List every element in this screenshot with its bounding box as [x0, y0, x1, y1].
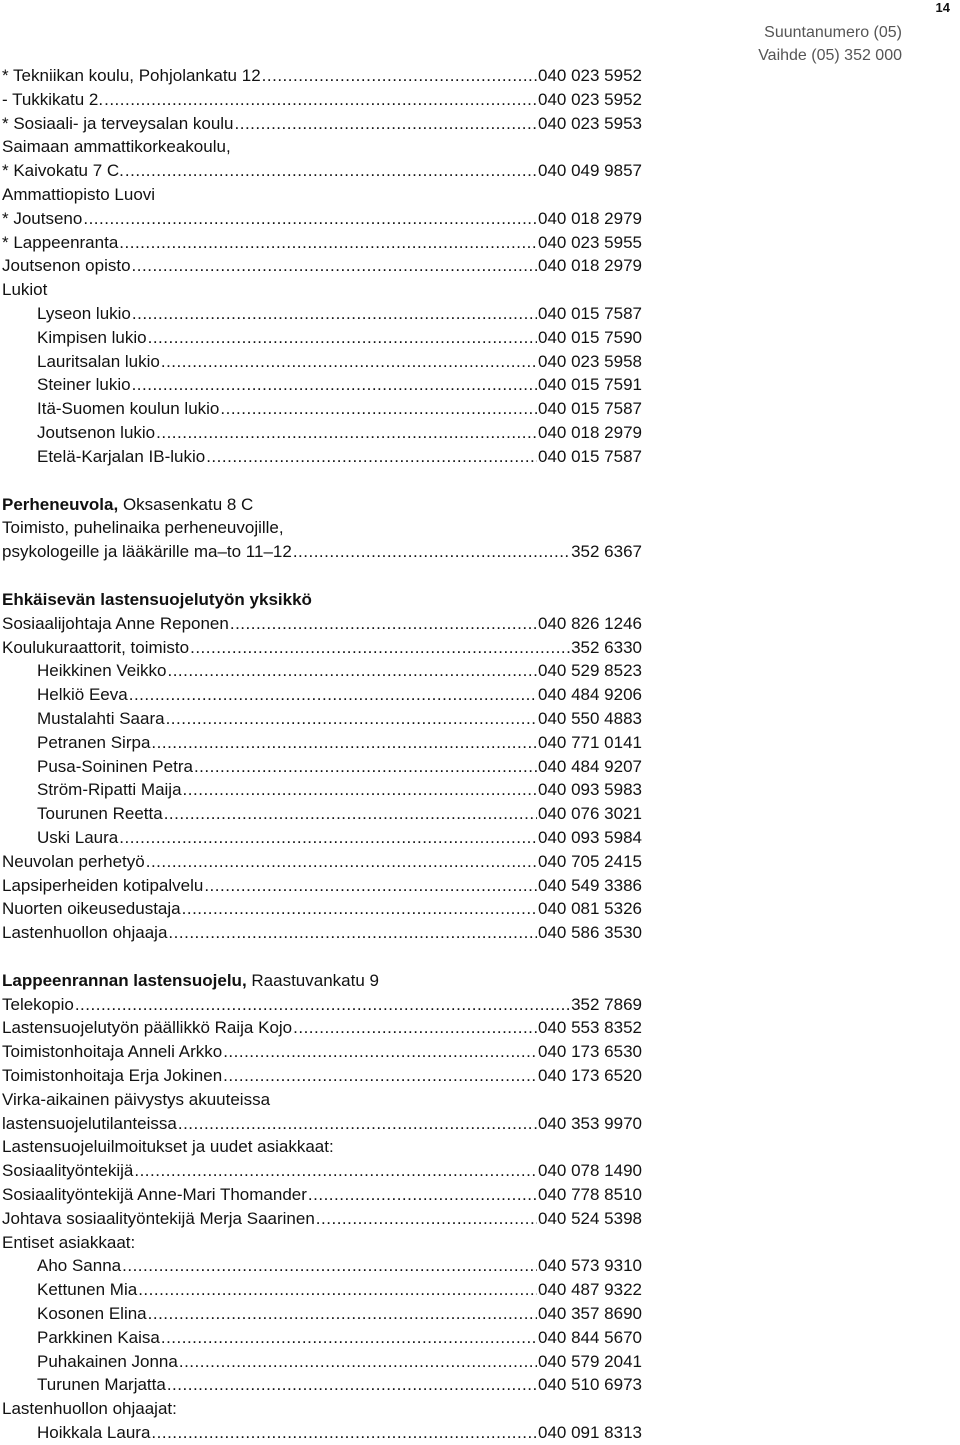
entry-text: Toimisto, puhelinaika perheneuvojille,: [2, 518, 284, 538]
dot-leader: [167, 1373, 537, 1397]
directory-entry: [2, 1183, 642, 1207]
directory-entry: [2, 1088, 642, 1112]
phone-number: 352 6330: [571, 637, 642, 657]
directory-entry: [2, 326, 642, 350]
dot-leader: [230, 612, 537, 636]
phone-number: 040 015 7587: [538, 303, 642, 323]
phone-number: 040 049 9857: [538, 161, 642, 181]
section-heading: Ehkäisevän lastensuojelutyön yksikkö: [2, 589, 312, 609]
entry-label: [2, 874, 203, 898]
entry-text: * Tekniikan koulu, Pohjolankatu 12: [2, 66, 261, 85]
entry-label: [2, 64, 261, 88]
dot-leader: [148, 1302, 537, 1326]
dot-leader: [161, 350, 537, 374]
entry-label: [2, 1397, 177, 1421]
phone-number: 352 6367: [571, 542, 642, 562]
entry-label: [2, 88, 103, 112]
directory-entry: [2, 969, 642, 993]
entry-label: [2, 1016, 292, 1040]
entry-label: [2, 969, 379, 993]
entry-label: [2, 612, 229, 636]
dot-leader: [156, 421, 537, 445]
entry-text: Lastenhuollon ohjaaja: [2, 923, 168, 943]
entry-label: [2, 707, 165, 731]
directory-entry: [2, 1350, 642, 1374]
entry-label: [2, 659, 166, 683]
entry-label: [2, 850, 145, 874]
directory-entry: [2, 302, 642, 326]
entry-label: [2, 1350, 178, 1374]
directory-entry: [2, 1016, 642, 1040]
directory-entry: [2, 350, 642, 374]
section-spacer: [2, 564, 642, 588]
entry-label: [2, 302, 131, 326]
dot-leader: [132, 254, 537, 278]
dot-leader: [190, 636, 570, 660]
phone-number: 040 487 9322: [538, 1280, 642, 1300]
directory-entry: [2, 921, 642, 945]
dot-leader: [166, 707, 537, 731]
directory-entry: [2, 1278, 642, 1302]
entry-text: Lyseon lukio: [37, 303, 131, 323]
entry-text: Sosiaalityöntekijä: [2, 1161, 134, 1181]
directory-entry: [2, 683, 642, 707]
entry-text: psykologeille ja lääkärille ma–to 11–12: [2, 542, 292, 562]
entry-label: [2, 1373, 166, 1397]
phone-number: 040 173 6530: [538, 1042, 642, 1062]
entry-label: [2, 826, 118, 850]
dot-leader: [223, 1040, 537, 1064]
directory-entry: [2, 731, 642, 755]
dot-leader: [293, 540, 570, 564]
directory-entry: [2, 421, 642, 445]
dot-leader: [151, 731, 537, 755]
entry-text: Lastenhuollon ohjaajat:: [2, 1399, 177, 1419]
entry-text: Neuvolan perhetyö: [2, 851, 145, 871]
entry-label: [2, 1088, 270, 1112]
entry-text: Hoikkala Laura: [37, 1423, 151, 1443]
dot-leader: [148, 326, 537, 350]
entry-label: [2, 350, 160, 374]
entry-label: [2, 540, 292, 564]
entry-text: Lastensuojeluilmoitukset ja uudet asiakkaat:: [2, 1137, 334, 1157]
entry-label: [2, 1421, 150, 1445]
directory-entry: [2, 1373, 642, 1397]
directory-entry: [2, 183, 642, 207]
entry-text: Uski Laura: [37, 827, 119, 847]
directory-entry: [2, 659, 642, 683]
entry-label: [2, 207, 82, 231]
directory-entry: [2, 1302, 642, 1326]
entry-label: [2, 373, 131, 397]
entry-label: [2, 1040, 222, 1064]
section-spacer: [2, 469, 642, 493]
directory-entry: [2, 1326, 642, 1350]
phone-number: 040 173 6520: [538, 1066, 642, 1086]
dot-leader: [164, 802, 537, 826]
entry-text: Ström-Ripatti Maija: [37, 780, 182, 800]
entry-label: [2, 397, 219, 421]
entry-label: [2, 802, 163, 826]
directory-entry: [2, 207, 642, 231]
dot-leader: [223, 1064, 537, 1088]
entry-label: [2, 1326, 160, 1350]
phone-number: 040 015 7590: [538, 327, 642, 347]
phone-number: 040 018 2979: [538, 422, 642, 442]
entry-label: [2, 731, 150, 755]
entry-text: Ammattiopisto Luovi: [2, 184, 156, 204]
entry-label: [2, 516, 284, 540]
entry-text: * Sosiaali- ja terveysalan koulu: [2, 113, 234, 133]
entry-label: [2, 326, 147, 350]
phone-number: 040 018 2979: [538, 208, 642, 228]
entry-text: * Kaivokatu 7 C.: [2, 161, 124, 181]
directory-entry: [2, 112, 642, 136]
directory-entry: [2, 1135, 642, 1159]
entry-text: Helkiö Eeva: [37, 685, 128, 705]
phone-number: 040 023 5952: [538, 89, 642, 109]
dot-leader: [167, 659, 537, 683]
phone-number: 040 553 8352: [538, 1018, 642, 1038]
directory-entry: [2, 755, 642, 779]
phone-number: 040 826 1246: [538, 613, 642, 633]
phone-number: 040 524 5398: [538, 1208, 642, 1228]
phone-number: 040 573 9310: [538, 1256, 642, 1276]
section-heading: Lappeenrannan lastensuojelu,: [2, 970, 247, 990]
entry-label: [2, 278, 47, 302]
entry-text: Koulukuraattorit, toimisto: [2, 637, 190, 657]
dot-leader: [138, 1278, 537, 1302]
dot-leader: [220, 397, 537, 421]
dot-leader: [122, 1254, 537, 1278]
entry-text: * Lappeenranta: [2, 232, 119, 252]
entry-text: Johtava sosiaalityöntekijä Merja Saarinen: [2, 1208, 315, 1228]
phone-number: 040 778 8510: [538, 1185, 642, 1205]
entry-text: Sosiaalijohtaja Anne Reponen: [2, 613, 229, 633]
entry-text: Sosiaalityöntekijä Anne-Mari Thomander: [2, 1185, 307, 1205]
dot-leader: [75, 993, 570, 1017]
entry-label: [2, 921, 167, 945]
directory-entry: [2, 135, 642, 159]
phone-number: 040 484 9206: [538, 685, 642, 705]
entry-label: [2, 1064, 222, 1088]
dot-leader: [235, 112, 537, 136]
directory-entry: [2, 1397, 642, 1421]
directory-entry: [2, 373, 642, 397]
dot-leader: [206, 445, 537, 469]
directory-entry: [2, 802, 642, 826]
entry-text: Pusa-Soininen Petra: [37, 756, 193, 776]
directory-entry: [2, 445, 642, 469]
dot-leader: [132, 373, 537, 397]
directory-entry: [2, 707, 642, 731]
directory-entry: [2, 1254, 642, 1278]
entry-text: Raastuvankatu 9: [246, 970, 379, 990]
phone-number: 040 015 7587: [538, 399, 642, 419]
directory-entry: [2, 397, 642, 421]
entry-text: * Joutseno: [2, 208, 83, 228]
page-number: 14: [935, 0, 950, 15]
dot-leader: [83, 207, 537, 231]
entry-text: Itä-Suomen koulun lukio: [37, 399, 220, 419]
phone-number: 040 510 6973: [538, 1375, 642, 1395]
entry-text: Entiset asiakkaat:: [2, 1232, 136, 1252]
directory-entry: [2, 493, 642, 517]
entry-text: Saimaan ammattikorkeakoulu,: [2, 137, 231, 157]
entry-text: Lukiot: [2, 280, 48, 300]
entry-label: [2, 445, 205, 469]
dot-leader: [178, 1112, 532, 1136]
entry-text: Etelä-Karjalan IB-lukio: [37, 446, 206, 466]
directory-entry: [2, 540, 642, 564]
phone-number: 040 550 4883: [538, 708, 642, 728]
dot-leader: [293, 1016, 537, 1040]
entry-label: [2, 1207, 315, 1231]
entry-text: Oksasenkatu 8 C: [118, 494, 254, 514]
entry-label: [2, 1112, 177, 1136]
entry-text: lastensuojelutilanteissa: [2, 1113, 177, 1133]
phone-number: 040 549 3386: [538, 875, 642, 895]
entry-text: Toimistonhoitaja Erja Jokinen: [2, 1066, 223, 1086]
entry-text: Joutsenon lukio: [37, 422, 156, 442]
dot-leader: [129, 683, 537, 707]
phone-number: 352 7869: [571, 994, 642, 1014]
dot-leader: [179, 1350, 537, 1374]
phone-number: 040 015 7591: [538, 375, 642, 395]
directory-entry: [2, 826, 642, 850]
entry-text: Lastensuojelutyön päällikkö Raija Kojo: [2, 1018, 293, 1038]
phone-number: 040 484 9207: [538, 756, 642, 776]
entry-label: [2, 636, 189, 660]
phone-number: 040 023 5952: [538, 66, 642, 85]
entry-label: [2, 159, 124, 183]
directory-entry: [2, 254, 642, 278]
entry-text: Puhakainen Jonna: [37, 1351, 178, 1371]
directory-entry: [2, 897, 642, 921]
directory-entry: [2, 231, 642, 255]
entry-label: [2, 1278, 137, 1302]
phone-number: 040 093 5984: [538, 827, 642, 847]
phone-number: 040 705 2415: [538, 851, 642, 871]
entry-text: Virka-aikainen päivystys akuuteissa: [2, 1089, 271, 1109]
phone-number: 040 015 7587: [538, 446, 642, 466]
directory-entry: [2, 993, 642, 1017]
phone-number: 040 023 5953: [538, 113, 642, 133]
directory-entry: [2, 159, 642, 183]
phone-number: 040 081 5326: [538, 899, 642, 919]
directory-entry: [2, 64, 642, 88]
entry-label: [2, 588, 312, 612]
dot-leader: [308, 1183, 537, 1207]
directory-entry: [2, 1064, 642, 1088]
entry-text: Kettunen Mia: [37, 1280, 138, 1300]
entry-text: Joutsenon opisto: [2, 256, 131, 276]
dot-leader: [182, 897, 537, 921]
entry-text: Kosonen Elina: [37, 1304, 147, 1324]
entry-label: [2, 183, 155, 207]
directory-entry: [2, 1421, 642, 1445]
directory-entry: [2, 850, 642, 874]
dot-leader: [134, 1159, 537, 1183]
entry-label: [2, 493, 253, 517]
entry-text: Lapsiperheiden kotipalvelu: [2, 875, 204, 895]
dot-leader: [151, 1421, 537, 1445]
dot-leader: [316, 1207, 537, 1231]
dot-leader: [262, 64, 537, 88]
directory-entry: [2, 612, 642, 636]
entry-text: Aho Sanna: [37, 1256, 122, 1276]
phone-number: 040 844 5670: [538, 1327, 642, 1347]
directory-entry: [2, 88, 642, 112]
entry-text: Heikkinen Veikko: [37, 661, 167, 681]
dot-leader: [204, 874, 537, 898]
entry-label: [2, 1231, 135, 1255]
entry-text: - Tukkikatu 2.: [2, 89, 104, 109]
entry-text: Mustalahti Saara: [37, 708, 165, 728]
entry-text: Petranen Sirpa: [37, 732, 151, 752]
entry-text: Kimpisen lukio: [37, 327, 147, 347]
phone-number: 040 579 2041: [538, 1351, 642, 1371]
phone-number: 040 023 5958: [538, 351, 642, 371]
phone-number: 040 091 8313: [538, 1423, 642, 1443]
dot-leader: [161, 1326, 537, 1350]
entry-label: [2, 421, 155, 445]
directory-entry: [2, 1231, 642, 1255]
phone-number: 040 076 3021: [538, 804, 642, 824]
dot-leader: [119, 826, 537, 850]
entry-label: [2, 897, 181, 921]
dot-leader: [104, 88, 537, 112]
entry-label: [2, 755, 193, 779]
page-header: [758, 21, 902, 67]
entry-text: Turunen Marjatta: [37, 1375, 166, 1395]
phone-number: 040 078 1490: [538, 1161, 642, 1181]
directory-entry: [2, 278, 642, 302]
directory-entry: [2, 636, 642, 660]
directory-entry: [2, 874, 642, 898]
dot-leader: [119, 231, 537, 255]
entry-label: [2, 993, 74, 1017]
entry-label: [2, 112, 234, 136]
entry-label: [2, 1254, 121, 1278]
entry-text: Toimistonhoitaja Anneli Arkko: [2, 1042, 223, 1062]
entry-label: [2, 254, 131, 278]
phone-number: 040 771 0141: [538, 732, 642, 752]
entry-label: [2, 1135, 334, 1159]
entry-label: [2, 135, 231, 159]
directory-entry: [2, 1207, 642, 1231]
section-heading: Perheneuvola,: [2, 494, 119, 514]
dot-leader: [146, 850, 537, 874]
directory-entry: [2, 1159, 642, 1183]
entry-text: Steiner lukio: [37, 375, 131, 395]
entry-label: [2, 231, 118, 255]
dot-leader: [194, 755, 537, 779]
phone-number: 040 357 8690: [538, 1304, 642, 1324]
phone-number: 040 018 2979: [538, 256, 642, 276]
directory-entry: [2, 1112, 642, 1136]
entry-text: Parkkinen Kaisa: [37, 1327, 160, 1347]
entry-label: [2, 1183, 307, 1207]
dot-leader: [125, 159, 537, 183]
dot-leader: [132, 302, 537, 326]
entry-text: Telekopio: [2, 994, 74, 1014]
entry-label: [2, 683, 128, 707]
entry-text: Tourunen Reetta: [37, 804, 163, 824]
directory-entry: [2, 778, 642, 802]
directory-entry: [2, 588, 642, 612]
dot-leader: [183, 778, 537, 802]
entry-label: [2, 1159, 133, 1183]
phone-directory: [2, 64, 642, 1445]
phone-number: 040 023 5955: [538, 232, 642, 252]
entry-text: Nuorten oikeusedustaja: [2, 899, 181, 919]
dot-leader: [168, 921, 537, 945]
header-area-code: Suuntanumero (05): [764, 24, 902, 41]
phone-number: 040 529 8523: [538, 661, 642, 681]
section-spacer: [2, 945, 642, 969]
directory-entry: [2, 1040, 642, 1064]
entry-label: [2, 778, 182, 802]
entry-label: [2, 1302, 147, 1326]
phone-number: .040 353 9970: [533, 1113, 642, 1133]
phone-number: 040 093 5983: [538, 780, 642, 800]
entry-text: Lauritsalan lukio: [37, 351, 160, 371]
directory-entry: [2, 516, 642, 540]
header-switchboard: Vaihde (05) 352 000: [758, 47, 902, 64]
phone-number: 040 586 3530: [538, 923, 642, 943]
